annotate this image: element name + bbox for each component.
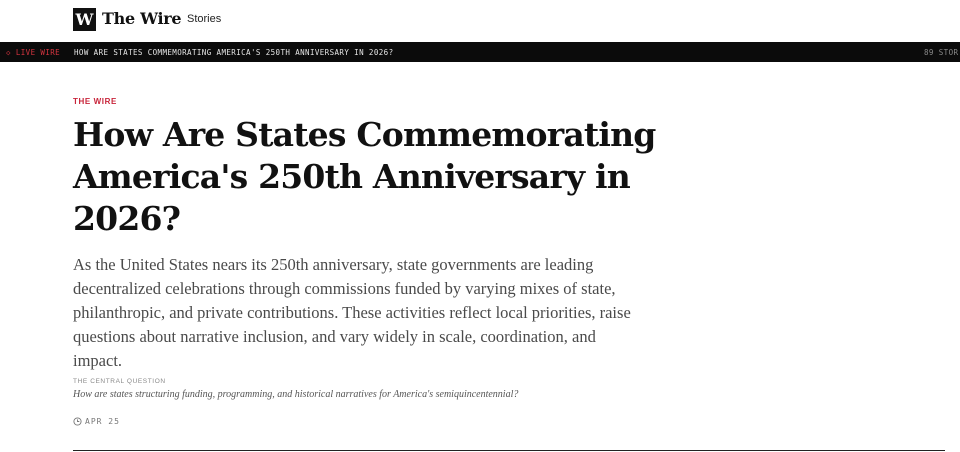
site-logo-text[interactable]: The Wire: [102, 9, 182, 28]
live-ticker: [0, 42, 960, 62]
top-navigation: [0, 0, 960, 42]
section-kicker[interactable]: THE WIRE: [73, 97, 117, 106]
central-question-text: How are states structuring funding, programming, and historical narratives for America's semiquincentennial?: [73, 389, 519, 400]
content-divider: [73, 450, 945, 451]
ticker-story-count: 89 STOR: [924, 48, 959, 57]
ticker-headline[interactable]: HOW ARE STATES COMMEMORATING AMERICA'S 250TH ANNIVERSARY IN 2026?: [74, 48, 394, 57]
live-wire-label: ◇ LIVE WIRE: [6, 48, 61, 57]
article-dek: As the United States nears its 250th anniversary, state governments are leading decentralized celebrations through commissions funded by varying mixes of state, philanthropic, and private contributions. These activities reflect local priorities, raise questions about narrative inclusion, and vary widely in scale, coordination, and impact.: [73, 255, 631, 370]
article-date: APR 25: [85, 417, 120, 426]
clock-icon: [73, 417, 82, 426]
article-title: How Are States Commemorating America's 250th Anniversary in 2026?: [73, 115, 656, 238]
central-question-label: THE CENTRAL QUESTION: [73, 378, 166, 385]
nav-link-stories[interactable]: Stories: [187, 13, 222, 25]
logo-mark[interactable]: W: [73, 8, 96, 31]
article-dateline: [73, 417, 120, 426]
